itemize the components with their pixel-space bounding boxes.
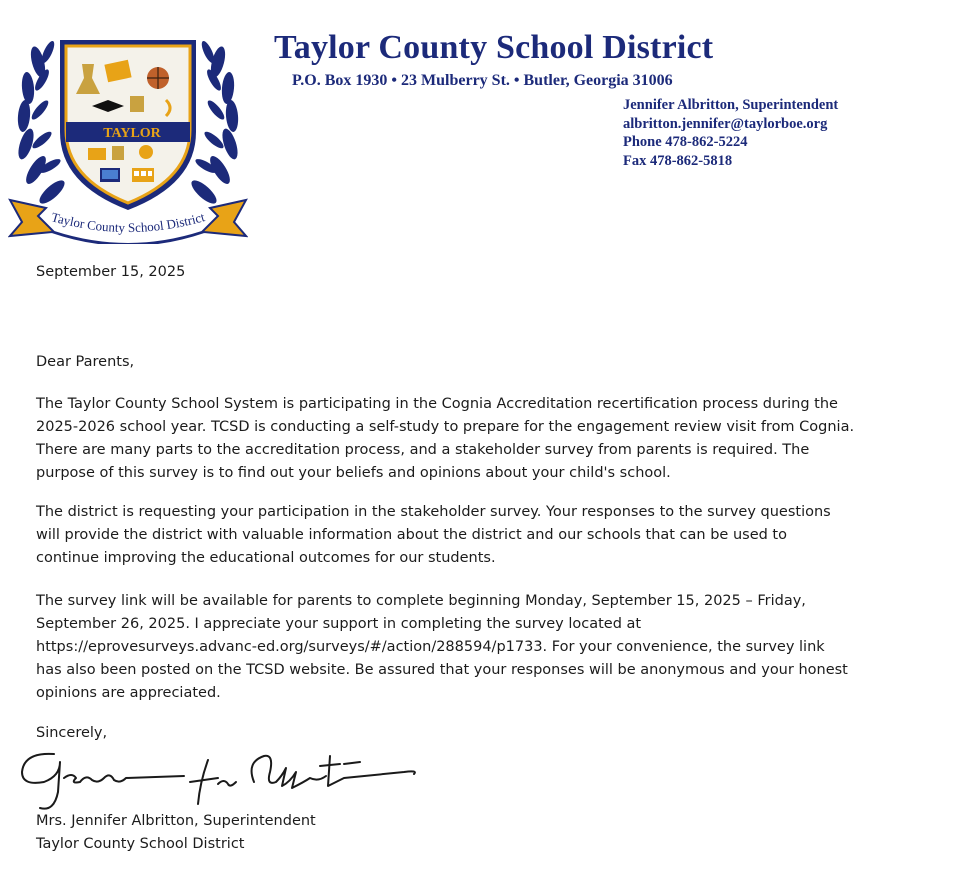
district-crest-logo xyxy=(8,22,248,244)
superintendent-title: Jennifer Albritton, Superintendent xyxy=(623,97,839,113)
contact-phone: Phone 478-862-5224 xyxy=(623,134,748,150)
paragraph-line: continue improving the educational outcomes for our students. xyxy=(36,550,496,566)
paragraph-participation xyxy=(36,501,831,570)
paragraph-line: 2025-2026 school year. TCSD is conducting a self-study to prepare for the engagement review visit from Cognia. xyxy=(36,419,855,435)
salutation: Dear Parents, xyxy=(36,354,135,370)
paragraph-survey-link xyxy=(36,590,848,705)
paragraph-accreditation xyxy=(36,393,854,485)
paragraph-line: has also been posted on the TCSD website. Be assured that your responses will be anonymous and your honest xyxy=(36,662,848,678)
contact-email: albritton.jennifer@taylorboe.org xyxy=(623,115,828,132)
paragraph-line: opinions are appreciated. xyxy=(36,685,221,701)
paragraph-line: will provide the district with valuable information about the district and our schools that can be used to xyxy=(36,527,787,543)
signer-organization: Taylor County School District xyxy=(36,836,245,852)
shield-band-text: TAYLOR xyxy=(103,126,161,141)
district-name: Taylor County School District xyxy=(274,29,714,66)
closing: Sincerely, xyxy=(36,725,108,741)
paragraph-line: There are many parts to the accreditation process, and a stakeholder survey from parents is required. The xyxy=(36,442,810,458)
survey-url-line: https://eprovesurveys.advanc-ed.org/surveys/#/action/288594/p1733. For your convenience, the survey link xyxy=(36,639,825,655)
paragraph-line: The district is requesting your participation in the stakeholder survey. Your responses to the survey questions xyxy=(36,504,831,520)
letter-date: September 15, 2025 xyxy=(36,264,186,280)
paragraph-line: September 26, 2025. I appreciate your support in completing the survey located at xyxy=(36,616,642,632)
banner-text: Taylor County School District xyxy=(49,209,207,236)
svg-text:Taylor County School District xyxy=(50,209,207,235)
paragraph-line: The Taylor County School System is participating in the Cognia Accreditation recertification process during the xyxy=(36,396,838,412)
paragraph-line: purpose of this survey is to find out your beliefs and opinions about your child's school. xyxy=(36,465,671,481)
signer-name: Mrs. Jennifer Albritton, Superintendent xyxy=(36,813,316,829)
contact-block xyxy=(623,96,838,170)
contact-fax: Fax 478-862-5818 xyxy=(623,152,733,169)
paragraph-line: The survey link will be available for parents to complete beginning Monday, September 15, 2025 – Friday, xyxy=(36,593,806,609)
district-address: P.O. Box 1930 • 23 Mulberry St. • Butler, Georgia 31006 xyxy=(292,72,673,89)
